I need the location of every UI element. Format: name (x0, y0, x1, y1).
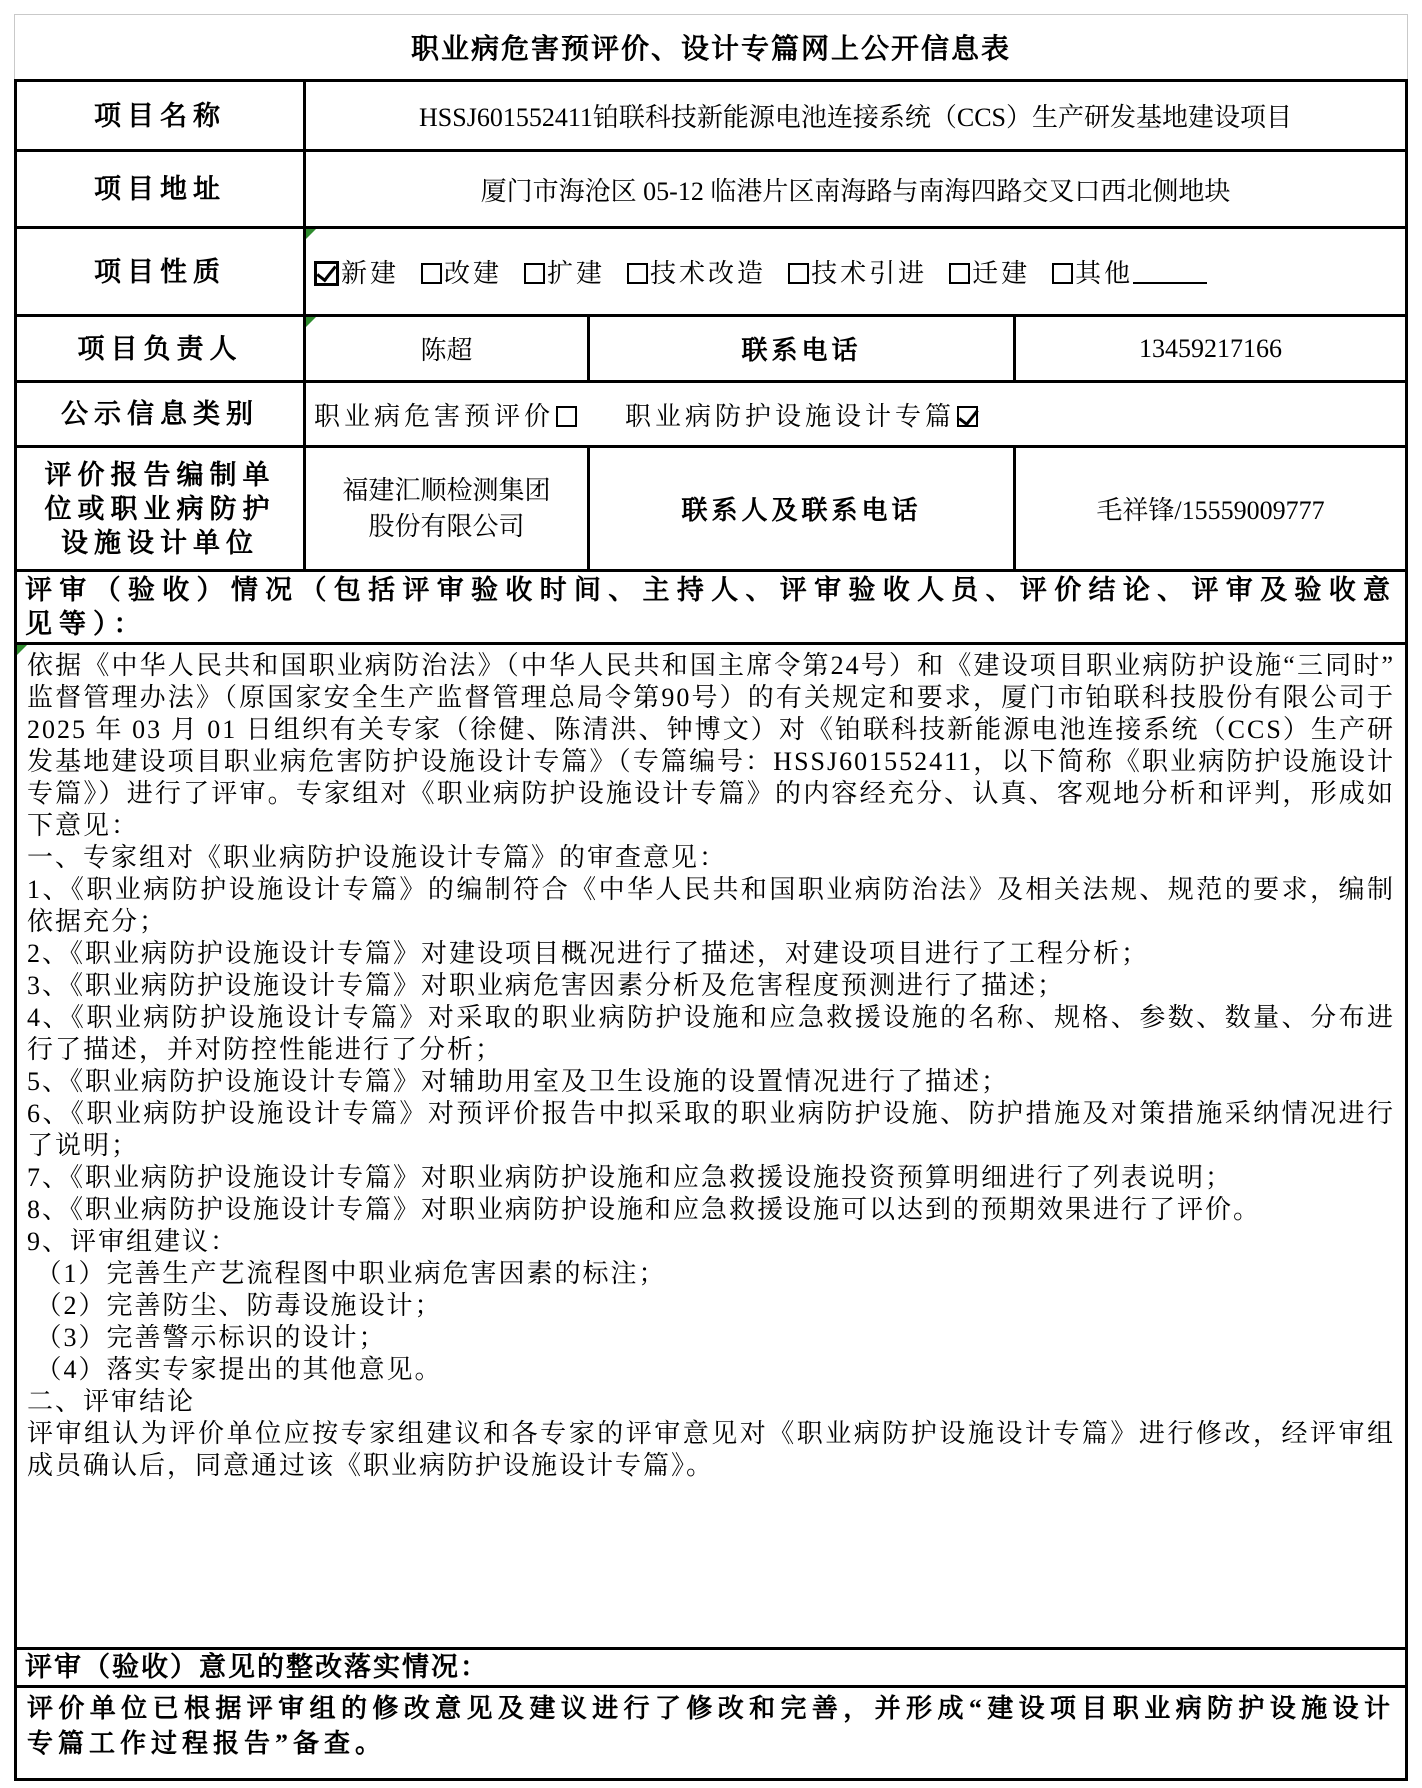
checkbox-unchecked-icon[interactable] (421, 263, 442, 284)
nature-option-expand (524, 253, 605, 290)
nature-option-other (1052, 253, 1207, 290)
phone-value: 13459217166 (1139, 333, 1282, 363)
project-nature-label (17, 229, 306, 314)
row-rectification-body (17, 1688, 1405, 1778)
public-info-type-options (306, 383, 1405, 445)
text-line: （2）完善防尘、防毒设施设计； (27, 1291, 443, 1320)
checkbox-unchecked-icon[interactable] (524, 263, 545, 284)
text-line: 二、评审结论 (27, 1387, 196, 1416)
info-table (14, 79, 1408, 1781)
nature-option-tech-import (788, 253, 927, 290)
checkbox-unchecked-icon[interactable] (627, 263, 648, 284)
checkbox-checked-icon[interactable] (314, 261, 339, 286)
text-line: 5、《职业病防护设施设计专篇》对辅助用室及卫生设施的设置情况进行了描述； (27, 1067, 1010, 1096)
nature-option-new (314, 253, 399, 290)
nature-option-rebuild (421, 253, 502, 290)
public-info-type-label (17, 383, 306, 445)
text-line: （3）完善警示标识的设计； (27, 1323, 387, 1352)
checkbox-unchecked-icon[interactable] (556, 406, 577, 427)
text-line: 一、专家组对《职业病防护设施设计专篇》的审查意见： (27, 843, 728, 872)
label-text: 项目地址 (94, 174, 226, 204)
row-review-header (17, 572, 1405, 645)
option-label: 技术改造 (650, 259, 767, 288)
label-text: 评价报告编制单位或职业病防护设施设计单位 (44, 459, 276, 558)
text-line: 6、《职业病防护设施设计专篇》对预评价报告中拟采取的职业病防护设施、防护措施及对策措施采纳情况进行了说明； (27, 1099, 1395, 1160)
review-section-header: 评审（验收）情况（包括评审验收时间、主持人、评审验收人员、评价结论、评审及验收意见等）： (25, 575, 1397, 639)
nature-option-relocate (949, 253, 1030, 290)
row-project-nature (17, 229, 1405, 317)
cell-comment-flag (17, 645, 27, 655)
option-label: 迁建 (972, 259, 1031, 288)
rectification-text: 评价单位已根据评审组的修改意见及建议进行了修改和完善，并形成“建设项目职业病防护设施设计专篇工作过程报告”备查。 (27, 1694, 1395, 1758)
label-text: 项目负责人 (77, 333, 243, 364)
project-name-label (17, 82, 306, 149)
project-manager-name (306, 317, 590, 380)
pub-option-design-chapter (625, 396, 978, 433)
rectification-section-body (17, 1688, 1405, 1778)
text-line: 4、《职业病防护设施设计专篇》对采取的职业病防护设施和应急救援设施的名称、规格、参数、数量、分布进行了描述，并对防控性能进行了分析； (27, 1003, 1395, 1064)
nature-option-tech-upgrade (627, 253, 766, 290)
label-text: 项目名称 (94, 100, 226, 131)
row-project-name (17, 82, 1405, 152)
phone-label: 联系电话 (590, 317, 1016, 380)
project-address-value: 厦门市海沧区 05-12 临港片区南海路与南海四路交叉口西北侧地块 (480, 176, 1231, 206)
row-project-manager (17, 317, 1405, 383)
contact-value: 毛祥锋/15559009777 (1096, 496, 1325, 525)
option-label: 职业病危害预评价 (314, 401, 555, 431)
option-label: 职业病防护设施设计专篇 (625, 401, 956, 431)
text-line: 7、《职业病防护设施设计专篇》对职业病防护设施和应急救援设施投资预算明细进行了列表说明； (27, 1163, 1234, 1192)
option-label: 改建 (444, 259, 503, 288)
text-line: 评审组认为评价单位应按专家组建议和各专家的评审意见对《职业病防护设施设计专篇》进行修改，经评审组成员确认后，同意通过该《职业病防护设施设计专篇》。 (27, 1419, 1395, 1480)
compiling-org-label (17, 448, 306, 569)
document-title: 职业病危害预评价、设计专篇网上公开信息表 (14, 14, 1408, 79)
cell-comment-flag (306, 229, 316, 239)
checkbox-unchecked-icon[interactable] (788, 263, 809, 284)
option-label: 其他 (1075, 259, 1134, 288)
project-manager-label (17, 317, 306, 380)
option-label: 技术引进 (811, 259, 928, 288)
label-text: 项目性质 (94, 256, 226, 287)
rectification-section-header: 评审（验收）意见的整改落实情况： (25, 1652, 489, 1682)
row-rectification-header (17, 1650, 1405, 1688)
row-compiling-org (17, 448, 1405, 572)
public-info-table (14, 14, 1408, 1781)
text-line: 9、评审组建议： (27, 1227, 239, 1256)
checkbox-checked-icon[interactable] (957, 406, 978, 427)
review-paragraphs (27, 650, 1404, 1482)
org-name-text: 福建汇顺检测集团股份有限公司 (342, 475, 551, 541)
project-nature-options (306, 229, 1405, 314)
pub-option-preevaluation (314, 396, 577, 433)
compiling-org-name (306, 448, 590, 569)
other-blank-underline (1133, 262, 1207, 284)
option-label: 新建 (341, 259, 400, 288)
manager-name-text: 陈超 (420, 336, 473, 365)
contact-label: 联系人及联系电话 (590, 448, 1016, 569)
project-address-label (17, 152, 306, 226)
text-line: 8、《职业病防护设施设计专篇》对职业病防护设施和应急救援设施可以达到的预期效果进行了评价。 (27, 1195, 1262, 1224)
text-line: 1、《职业病防护设施设计专篇》的编制符合《中华人民共和国职业病防治法》及相关法规、规范的要求，编制依据充分； (27, 875, 1395, 936)
review-section-body (17, 645, 1405, 1647)
text-line: （1）完善生产艺流程图中职业病危害因素的标注； (27, 1259, 667, 1288)
row-public-info-type (17, 383, 1405, 448)
checkbox-unchecked-icon[interactable] (1052, 263, 1073, 284)
text-line: 3、《职业病防护设施设计专篇》对职业病危害因素分析及危害程度预测进行了描述； (27, 971, 1066, 1000)
row-review-body (17, 645, 1405, 1650)
option-label: 扩建 (547, 259, 606, 288)
text-line: （4）落实专家提出的其他意见。 (27, 1355, 443, 1384)
cell-comment-flag (306, 317, 316, 327)
project-name-value: HSSJ601552411铂联科技新能源电池连接系统（CCS）生产研发基地建设项目 (419, 103, 1292, 132)
checkbox-unchecked-icon[interactable] (949, 263, 970, 284)
text-line: 依据《中华人民共和国职业病防治法》（中华人民共和国主席令第24号）和《建设项目职业病防护设施“三同时”监督管理办法》（原国家安全生产监督管理总局令第90号）的有关规定和要求，厦门市铂联科技股份有限公司于 2025 年 03 月 01 日组织有关专家（徐健、陈清洪、钟博文）对《铂联科技新能源电池连接系统（CCS）生产研发基地建设项目职业病危害防护设施设计专篇》（专篇编号：HSSJ601552411，以下简称《职业病防护设施设计专篇》）进行了评审。专家组对《职业病防护设施设计专篇》的内容经充分、认真、客观地分析和评判，形成如下意见： (27, 651, 1404, 840)
row-project-address (17, 152, 1405, 229)
text-line: 2、《职业病防护设施设计专篇》对建设项目概况进行了描述，对建设项目进行了工程分析； (27, 939, 1150, 968)
label-text: 公示信息类别 (61, 399, 259, 429)
